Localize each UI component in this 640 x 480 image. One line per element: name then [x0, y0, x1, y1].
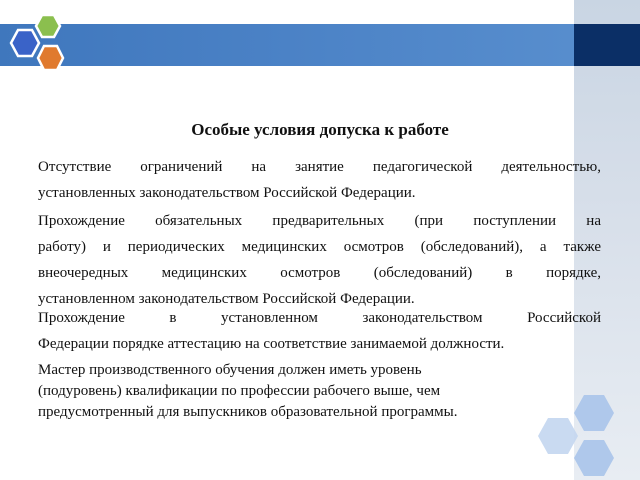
paragraph4-line2: (подуровень) квалификации по профессии рабочего выше, чем	[38, 383, 441, 399]
header-bar	[0, 24, 640, 66]
hexagon-cluster-logo-icon	[4, 12, 80, 80]
paragraph1-line1: Отсутствие ограничений на занятие педагогической деятельностью,	[38, 159, 601, 175]
paragraph2-line1: Прохождение обязательных предварительных (при поступлении на	[38, 213, 601, 229]
paragraph4-line1: Мастер производственного обучения должен иметь уровень	[38, 362, 422, 378]
paragraph4-line3: предусмотренный для выпускников образовательной программы.	[38, 404, 458, 420]
paragraph2-line3: внеочередных медицинских осмотров (обследований) в порядке,	[38, 265, 601, 281]
slide-title: Особые условия допуска к работе	[191, 120, 449, 139]
paragraph2-line4: установленном законодательством Российской Федерации.	[38, 291, 415, 307]
paragraph2-line2: работу) и периодических медицинских осмотров (обследований), а также	[38, 239, 601, 255]
orange-hexagon-icon	[38, 46, 63, 70]
paragraph-medical-exams	[38, 208, 601, 312]
header-accent-block	[574, 24, 640, 66]
green-hexagon-icon	[36, 15, 60, 37]
paragraph3-line1: Прохождение в установленном законодательством Российской	[38, 310, 601, 326]
paragraph3-line2: Федерации порядке аттестацию на соответствие занимаемой должности.	[38, 336, 505, 352]
blue-hexagon-icon	[11, 30, 39, 56]
paragraph-attestation	[38, 305, 601, 357]
paragraph-qualification	[38, 360, 568, 423]
paragraph1-line2: установленных законодательством Российской Федерации.	[38, 185, 416, 201]
paragraph-no-restrictions	[38, 154, 601, 206]
